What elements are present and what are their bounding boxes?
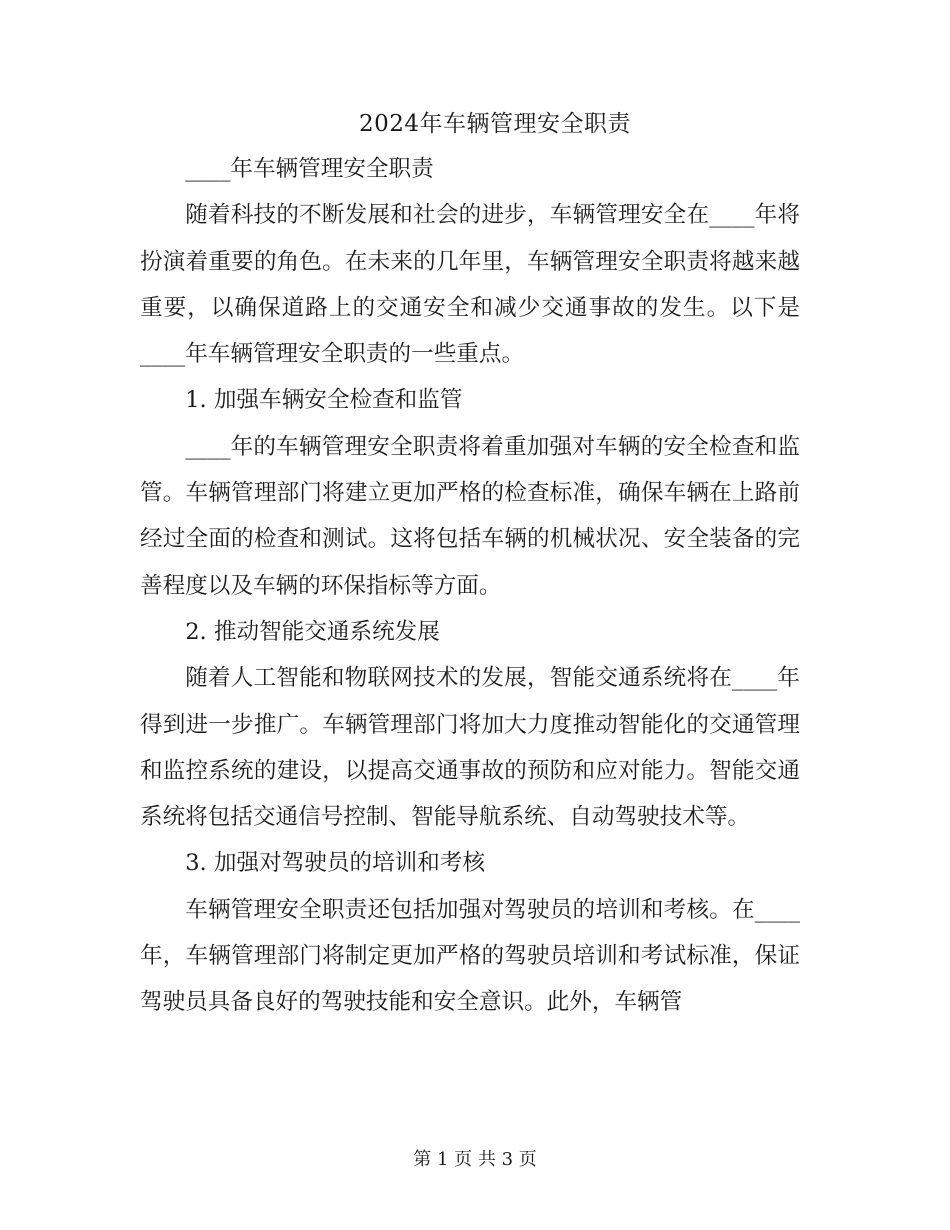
page-footer: 第 1 页 共 3 页 <box>413 1149 537 1170</box>
subtitle-paragraph: ____年车辆管理安全职责 <box>185 156 434 182</box>
section-heading-1: 1. 加强车辆安全检查和监管 <box>185 387 463 414</box>
section-heading-3: 3. 加强对驾驶员的培训和考核 <box>185 850 486 877</box>
document-title: 2024年车辆管理安全职责 <box>358 111 632 137</box>
section-paragraph-2: 随着人工智能和物联网技术的发展，智能交通系统将在____年得到进一步推广。车辆管理部门将加大力度推动智能化的交通管理和监控系统的建设，以提高交通事故的预防和应对能力。智能交通系统将包括交通信号控制、智能导航系统、自动驾驶技术等。 <box>140 665 800 831</box>
section-paragraph-3: 车辆管理安全职责还包括加强对驾驶员的培训和考核。在____年，车辆管理部门将制定更加严格的驾驶员培训和考试标准，保证驾驶员具备良好的驾驶技能和安全意识。此外，车辆管 <box>140 896 800 1016</box>
section-paragraph-1: ____年的车辆管理安全职责将着重加强对车辆的安全检查和监管。车辆管理部门将建立更加严格的检查标准，确保车辆在上路前经过全面的检查和测试。这将包括车辆的机械状况、安全装备的完善程度以及车辆的环保指标等方面。 <box>140 433 800 599</box>
section-heading-2: 2. 推动智能交通系统发展 <box>185 618 440 645</box>
document-body <box>140 146 800 1026</box>
intro-paragraph: 随着科技的不断发展和社会的进步，车辆管理安全在____年将扮演着重要的角色。在未来的几年里，车辆管理安全职责将越来越重要，以确保道路上的交通安全和减少交通事故的发生。以下是____年车辆管理安全职责的一些重点。 <box>140 202 800 368</box>
